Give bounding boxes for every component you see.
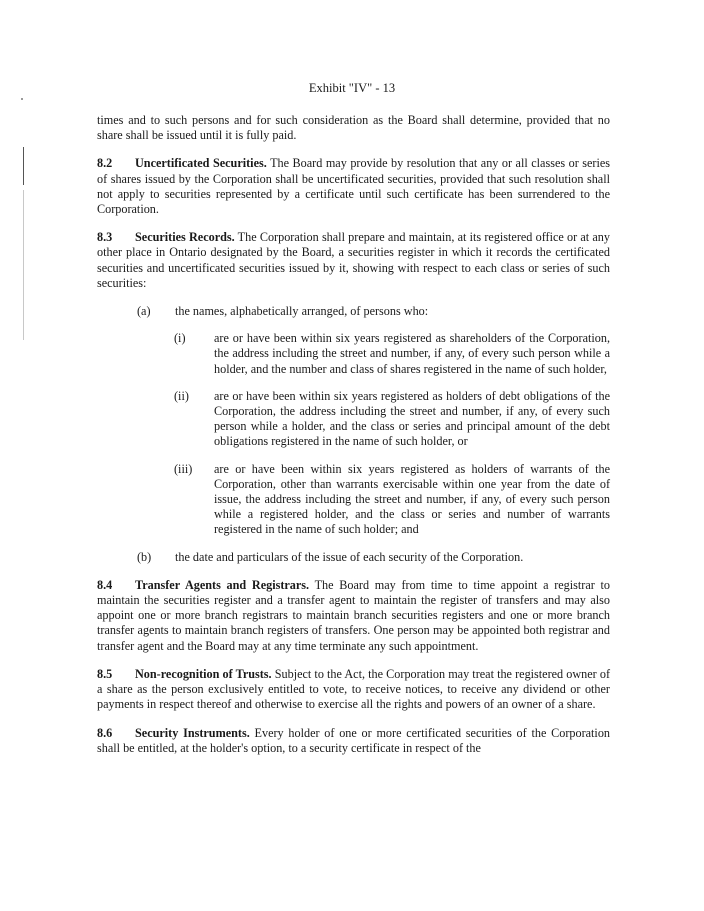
item-text: are or have been within six years registered as holders of warrants of the Corporation, other than warrants exercisable within one year from the date of issue, the address including the street and number, if any, of every such person while a registered holder, and the class or series and number of warrants registered in the name of such holder; and (214, 461, 610, 537)
section-number: 8.6 (97, 725, 113, 740)
list-item-iii (174, 461, 610, 538)
scan-artifact-line (23, 147, 24, 185)
page-header: Exhibit "IV" - 13 (308, 81, 396, 95)
section-8-5 (97, 667, 610, 713)
section-8-6 (97, 726, 610, 756)
section-text: The Board may from time to time appoint a registrar to maintain the securities register and a transfer agent to maintain the register of transfers and may also appoint one or more branch registrars to maintain branch securities registers and one or more branch transfer agents to maintain branch registers of transfers. One person may be appointed both registrar and transfer agent and the Board may at any time terminate any such appointment. (97, 577, 610, 653)
list-item-ii (174, 388, 610, 450)
document-body (97, 113, 610, 769)
item-label: (ii) (174, 388, 189, 403)
item-text: are or have been within six years registered as shareholders of the Corporation, the address including the street and number, if any, of every such person while a holder, and the number and class of shares registered in the name of such holder, (214, 331, 610, 376)
list-item-b (97, 550, 610, 565)
item-text: the date and particulars of the issue of each security of the Corporation. (175, 549, 524, 564)
section-text: The Corporation shall prepare and maintain, at its registered office or at any other place in Ontario designated by the Board, a securities register in which it records the certificated securities and uncertificated securities issued by it, showing with respect to each class or series of such securities: (97, 230, 610, 290)
scan-artifact-line (23, 190, 24, 340)
section-heading: Security Instruments. (135, 725, 250, 740)
scan-artifact-dot (21, 98, 23, 100)
item-label: (iii) (174, 461, 193, 476)
section-heading: Securities Records. (135, 230, 235, 245)
intro-paragraph: times and to such persons and for such consideration as the Board shall determine, provided that no share shall be issued until it is fully paid. (97, 113, 610, 143)
list-item-i (174, 331, 610, 377)
list-item-a (97, 304, 610, 319)
section-number: 8.4 (97, 577, 113, 592)
section-number: 8.5 (97, 666, 113, 681)
item-text: are or have been within six years registered as holders of debt obligations of the Corporation, the address including the street and number, if any, of every such person while a holder, and the class or series and principal amount of the debt obligations registered in the name of such holder, or (214, 388, 610, 449)
section-text: Subject to the Act, the Corporation may treat the registered owner of a share as the person exclusively entitled to vote, to receive notices, to receive any dividend or other payments in respect thereof and otherwise to exercise all the rights and powers of an owner of a share. (97, 666, 611, 712)
section-text: Every holder of one or more certificated securities of the Corporation shall be entitled, at the holder's option, to a security certificate in respect of the (97, 725, 611, 755)
section-heading: Uncertificated Securities. (135, 156, 267, 171)
item-label: (a) (137, 304, 151, 319)
section-heading: Transfer Agents and Registrars. (135, 577, 310, 592)
section-8-3 (97, 230, 610, 291)
section-heading: Non-recognition of Trusts. (135, 666, 272, 681)
section-number: 8.3 (97, 230, 113, 245)
item-text: the names, alphabetically arranged, of persons who: (175, 304, 429, 319)
section-number: 8.2 (97, 156, 113, 171)
section-8-2 (97, 156, 610, 217)
item-label: (b) (137, 549, 152, 564)
section-text: The Board may provide by resolution that any or all classes or series of shares issued by the Corporation shall be uncertificated securities, provided that such resolution shall not apply to securities represented by a certificate until such certificate has been surrendered to the Corporation. (97, 156, 611, 217)
item-label: (i) (174, 331, 186, 346)
section-8-4 (97, 578, 610, 654)
